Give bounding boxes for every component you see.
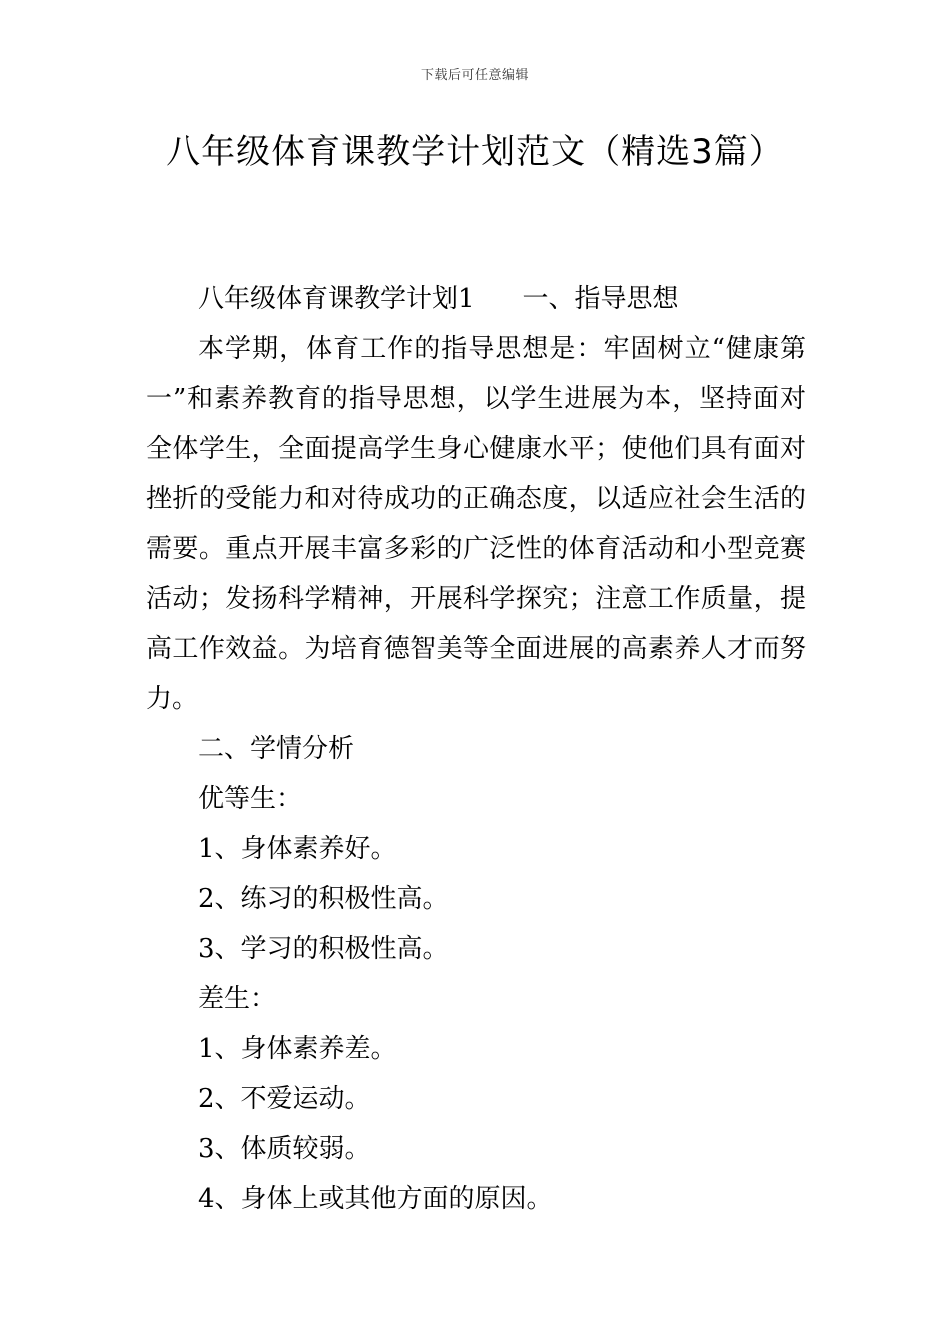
section-heading-line xyxy=(146,274,806,324)
analysis-heading: 二、学情分析 xyxy=(198,734,355,764)
section-subheading: 一、指导思想 xyxy=(522,284,679,314)
list-item: 4、身体上或其他方面的原因。 xyxy=(198,1184,553,1214)
section-heading: 八年级体育课教学计划1 xyxy=(198,284,475,314)
list-item: 3、学习的积极性高。 xyxy=(198,934,449,964)
list-item: 1、身体素养好。 xyxy=(198,834,397,864)
list-item: 1、身体素养差。 xyxy=(198,1034,397,1064)
guiding-paragraph: 本学期，体育工作的指导思想是：牢固树立“健康第一”和素养教育的指导思想，以学生进展为本，坚持面对全体学生，全面提高学生身心健康水平；使他们具有面对挫折的受能力和对待成功的正确态度，以适应社会生活的需要。重点开展丰富多彩的广泛性的体育活动和小型竞赛活动；发扬科学精神，开展科学探究；注意工作质量，提高工作效益。为培育德智美等全面进展的高素养人才而努力。 xyxy=(146,334,806,714)
document-title: 八年级体育课教学计划范文（精选3篇） xyxy=(166,132,784,172)
list-item: 2、不爱运动。 xyxy=(198,1084,371,1114)
header-note: 下载后可任意编辑 xyxy=(420,68,529,83)
poor-students-label: 差生： xyxy=(198,984,277,1014)
good-students-label: 优等生： xyxy=(198,784,303,814)
list-item: 2、练习的积极性高。 xyxy=(198,884,449,914)
document-body xyxy=(146,274,806,1224)
list-item: 3、体质较弱。 xyxy=(198,1134,371,1164)
